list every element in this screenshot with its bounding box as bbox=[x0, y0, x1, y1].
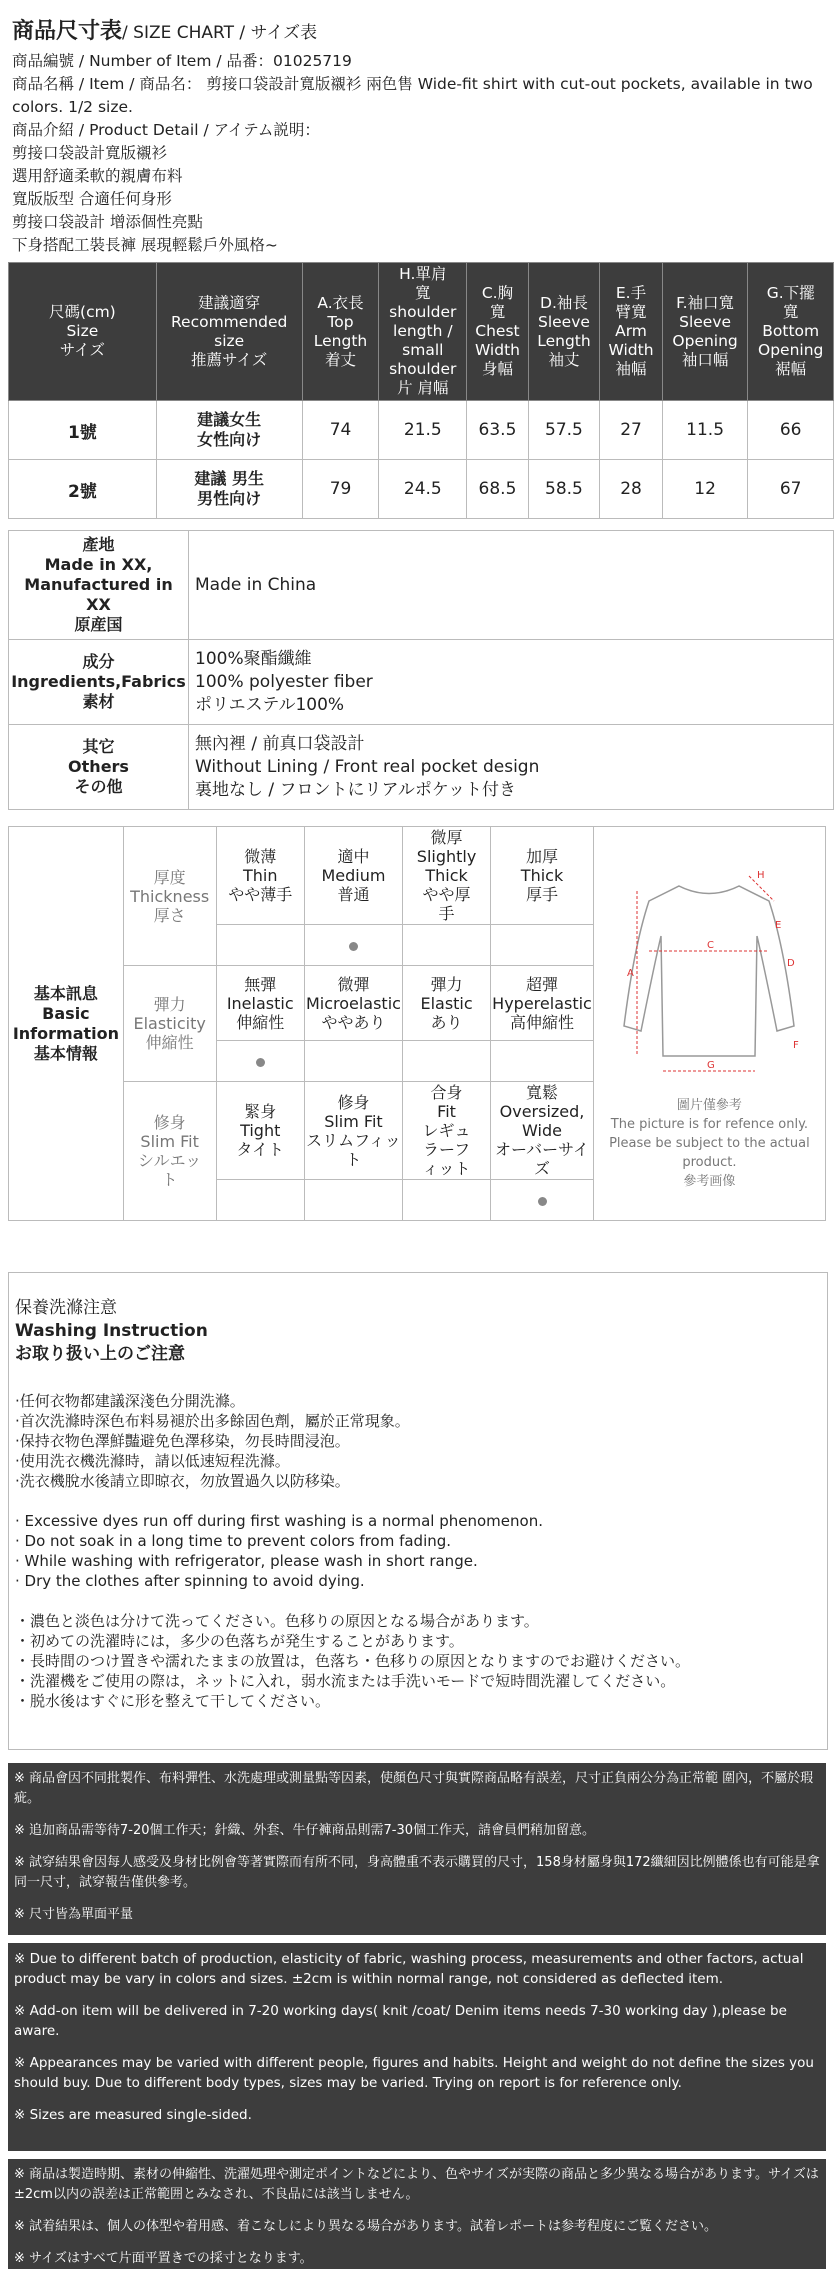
measurement-cell: 11.5 bbox=[662, 401, 748, 460]
recommended-size-cell: 建議 男生 男性向け bbox=[156, 460, 302, 519]
notes-ja-panel bbox=[8, 2159, 826, 2269]
fit-option: 合身 Fit レギュ ラーフ ィット bbox=[402, 1082, 490, 1180]
washing-instruction-panel bbox=[8, 1272, 828, 1750]
detail-line: 剪接口袋設計寬版襯衫 bbox=[12, 144, 168, 162]
size-row bbox=[9, 401, 834, 460]
item-number: 商品編號 / Number of Item / 品番：01025719 bbox=[12, 52, 352, 70]
measurement-cell: 66 bbox=[748, 401, 834, 460]
thickness-label: 厚度 Thickness 厚さ bbox=[123, 827, 216, 966]
washing-en bbox=[15, 1511, 817, 1591]
size-header-cell: H.單肩 寬 shoulder length / small shoulder 片 肩幅 bbox=[379, 263, 467, 401]
note-line: ※ 商品會因不同批製作、布料彈性、水洗處理或測量點等因素，使顏色尺寸與實際商品略有誤差，尺寸正負兩公分為正常範 圍內，不屬於瑕疵。 bbox=[14, 1771, 814, 1806]
washing-line: ‧任何衣物都建議深淺色分開洗滌。 bbox=[15, 1392, 245, 1410]
note-line: ※ 試穿結果會因每人感受及身材比例會等著實際而有所不同，身高體重不表示購買的尺寸，158身材屬身與172纖細因比例體係也有可能是拿同一尺寸，試穿報告僅供參考。 bbox=[14, 1855, 820, 1890]
washing-line: ・初めての洗濯時には，多少の色落ちが発生することがあります。 bbox=[15, 1632, 464, 1650]
washing-line: ‧使用洗衣機洗滌時，請以低速短程洗滌。 bbox=[15, 1452, 290, 1470]
item-name: 商品名稱 / Item / 商品名： 剪接口袋設計寬版襯衫 兩色售 Wide-fit shirt with cut-out pockets, available in two colors. 1/2 size. bbox=[12, 75, 813, 116]
selected-dot-icon bbox=[256, 1058, 265, 1067]
meta-row bbox=[9, 531, 834, 640]
detail-line: 剪接口袋設計 增添個性亮點 bbox=[12, 213, 203, 231]
note-line: ※ Add-on item will be delivered in 7-20 working days( knit /coat/ Denim items needs 7-30 working day ),please be aware. bbox=[14, 2003, 787, 2039]
size-diagram-figure bbox=[593, 827, 825, 1221]
elasticity-indicator-cell bbox=[491, 1041, 594, 1082]
fit-label: 修身 Slim Fit シルエッ ト bbox=[123, 1082, 216, 1221]
thickness-option: 加厚 Thick 厚手 bbox=[491, 827, 594, 925]
diagram-letter: H bbox=[757, 870, 765, 881]
detail-line: 選用舒適柔軟的親膚布料 bbox=[12, 167, 183, 185]
measurement-cell: 12 bbox=[662, 460, 748, 519]
thickness-option: 微厚 Slightly Thick やや厚 手 bbox=[402, 827, 490, 925]
thickness-indicator-cell bbox=[216, 925, 304, 966]
size-header-cell: F.袖口寬 Sleeve Opening 袖口幅 bbox=[662, 263, 748, 401]
thickness-indicator-cell bbox=[491, 925, 594, 966]
size-header-cell: 建議適穿 Recommended size 推薦サイズ bbox=[156, 263, 302, 401]
diagram-letter: C bbox=[707, 940, 715, 951]
page-title: 商品尺寸表/ SIZE CHART / サイズ表 bbox=[12, 19, 318, 44]
meta-row bbox=[9, 725, 834, 810]
meta-value: 無內裡 / 前真口袋設計 Without Lining / Front real pocket design 裏地なし / フロントにリアルポケット付き bbox=[189, 725, 834, 810]
meta-value: Made in China bbox=[189, 531, 834, 640]
washing-line: · Do not soak in a long time to prevent colors from fading. bbox=[15, 1532, 452, 1550]
fit-indicator-cell bbox=[304, 1180, 402, 1221]
size-chart-table bbox=[8, 262, 834, 519]
diagram-letter: F bbox=[793, 1040, 800, 1051]
diagram-letter: D bbox=[787, 958, 796, 969]
size-header-cell: E.手 臂寬 Arm Width 袖幅 bbox=[600, 263, 663, 401]
washing-line: ‧首次洗滌時深色布料易褪於出多餘固色劑，屬於正常現象。 bbox=[15, 1412, 410, 1430]
basic-information-table bbox=[8, 826, 826, 1221]
notes-zh-panel bbox=[8, 1763, 826, 1935]
measurement-cell: 21.5 bbox=[379, 401, 467, 460]
meta-label: 其它 Others その他 bbox=[9, 725, 189, 810]
measurement-cell: 57.5 bbox=[528, 401, 599, 460]
meta-value: 100%聚酯纖維 100% polyester fiber ポリエステル100% bbox=[189, 640, 834, 725]
elasticity-option: 微彈 Microelastic ややあり bbox=[304, 966, 402, 1041]
elasticity-option: 無彈 Inelastic 伸縮性 bbox=[216, 966, 304, 1041]
elasticity-option: 彈力 Elastic あり bbox=[402, 966, 490, 1041]
note-line: ※ 商品は製造時期、素材の伸縮性、洗濯処理や測定ポイントなどにより、色やサイズが実際の商品と多少異なる場合があります。サイズは±2cm以内の誤差は正常範囲とみなされ、不良品には該当しません。 bbox=[14, 2167, 819, 2202]
fit-option: 修身 Slim Fit スリムフィッ ト bbox=[304, 1082, 402, 1180]
thickness-option: 適中 Medium 普通 bbox=[304, 827, 402, 925]
measurement-cell: 24.5 bbox=[379, 460, 467, 519]
washing-line: · Excessive dyes run off during first washing is a normal phenomenon. bbox=[15, 1512, 543, 1530]
measurement-cell: 79 bbox=[302, 460, 379, 519]
measurement-cell: 67 bbox=[748, 460, 834, 519]
washing-line: · Dry the clothes after spinning to avoid dying. bbox=[15, 1572, 365, 1590]
note-line: ※ サイズはすべて片面平置きでの採寸となります。 bbox=[14, 2251, 313, 2266]
figure-caption: 圖片僅參考 The picture is for refence only. Please be subject to the actual product. 參考画像 bbox=[609, 1098, 810, 1189]
meta-label: 產地 Made in XX, Manufactured in XX 原産国 bbox=[9, 531, 189, 640]
note-line: ※ 追加商品需等待7-20個工作天；針織、外套、牛仔褲商品則需7-30個工作天，請會員們稍加留意。 bbox=[14, 1823, 596, 1838]
notes-en-panel bbox=[8, 1943, 826, 2151]
size-label-cell: 2號 bbox=[9, 460, 157, 519]
product-info bbox=[12, 50, 822, 257]
size-header-cell: A.衣長 Top Length 着丈 bbox=[302, 263, 379, 401]
note-line: ※ Sizes are measured single-sided. bbox=[14, 2107, 252, 2123]
measurement-cell: 28 bbox=[600, 460, 663, 519]
fit-option: 緊身 Tight タイト bbox=[216, 1082, 304, 1180]
size-header-cell: D.袖長 Sleeve Length 袖丈 bbox=[528, 263, 599, 401]
fit-indicator-cell bbox=[491, 1180, 594, 1221]
thickness-option: 微薄 Thin やや薄手 bbox=[216, 827, 304, 925]
elasticity-label: 彈力 Elasticity 伸縮性 bbox=[123, 966, 216, 1082]
size-label-cell: 1號 bbox=[9, 401, 157, 460]
size-header-cell: G.下擺 寬 Bottom Opening 裾幅 bbox=[748, 263, 834, 401]
measurement-cell: 63.5 bbox=[467, 401, 529, 460]
washing-line: ・脱水後はすぐに形を整えて干してください。 bbox=[15, 1692, 331, 1710]
measurement-cell: 58.5 bbox=[528, 460, 599, 519]
meta-row bbox=[9, 640, 834, 725]
washing-heading: 保養洗滌注意 Washing Instruction お取り扱い上のご注意 bbox=[15, 1298, 208, 1364]
washing-line: ・濃色と淡色は分けて洗ってください。色移りの原因となる場合があります。 bbox=[15, 1612, 539, 1630]
note-line: ※ Appearances may be varied with different people, figures and habits. Height and weight do not define the sizes you should buy. Due to different body types, sizes may be varied. Trying on report is for reference only. bbox=[14, 2055, 814, 2091]
meta-label: 成分 Ingredients,Fabrics 素材 bbox=[9, 640, 189, 725]
detail-label: 商品介紹 / Product Detail / アイテム説明： bbox=[12, 121, 320, 139]
product-meta-table bbox=[8, 530, 834, 810]
washing-line: ‧洗衣機脫水後請立即晾衣，勿放置過久以防移染。 bbox=[15, 1472, 350, 1490]
washing-line: · While washing with refrigerator, please wash in short range. bbox=[15, 1552, 478, 1570]
fit-indicator-cell bbox=[216, 1180, 304, 1221]
basic-information-label: 基本訊息 Basic Information 基本情報 bbox=[9, 827, 124, 1221]
diagram-letter: G bbox=[707, 1060, 716, 1071]
note-line: ※ Due to different batch of production, elasticity of fabric, washing process, measurements and other factors, actual product may be vary in colors and sizes. ±2cm is within normal range, not considered as deflected item. bbox=[14, 1951, 804, 1987]
thickness-indicator-cell bbox=[402, 925, 490, 966]
fit-indicator-cell bbox=[402, 1180, 490, 1221]
size-table-header-row bbox=[9, 263, 834, 401]
note-line: ※ 尺寸皆為單面平量 bbox=[14, 1907, 134, 1922]
selected-dot-icon bbox=[538, 1197, 547, 1206]
shirt-diagram-icon bbox=[609, 856, 809, 1086]
washing-ja bbox=[15, 1611, 817, 1711]
diagram-letter: A bbox=[627, 968, 635, 979]
washing-line: ‧保持衣物色澤鮮豔避免色澤移染，勿長時間浸泡。 bbox=[15, 1432, 350, 1450]
elasticity-option: 超彈 Hyperelastic 高伸縮性 bbox=[491, 966, 594, 1041]
selected-dot-icon bbox=[349, 942, 358, 951]
thickness-indicator-cell bbox=[304, 925, 402, 966]
washing-line: ・洗濯機をご使用の際は，ネットに入れ，弱水流または手洗いモードで短時間洗濯してください。 bbox=[15, 1672, 676, 1690]
note-line: ※ 試着結果は、個人の体型や着用感、着こなしにより異なる場合があります。試着レポートは参考程度にご覧ください。 bbox=[14, 2219, 717, 2234]
size-header-cell: C.胸 寬 Chest Width 身幅 bbox=[467, 263, 529, 401]
measurement-cell: 27 bbox=[600, 401, 663, 460]
elasticity-indicator-cell bbox=[304, 1041, 402, 1082]
washing-zh bbox=[15, 1391, 817, 1491]
elasticity-indicator-cell bbox=[402, 1041, 490, 1082]
measurement-cell: 74 bbox=[302, 401, 379, 460]
basic-row bbox=[9, 827, 826, 925]
recommended-size-cell: 建議女生 女性向け bbox=[156, 401, 302, 460]
size-header-cell: 尺碼(cm) Size サイズ bbox=[9, 263, 157, 401]
detail-line: 下身搭配工裝長褲 展現輕鬆戶外風格~ bbox=[12, 236, 278, 254]
fit-option: 寬鬆 Oversized, Wide オーバーサイ ズ bbox=[491, 1082, 594, 1180]
detail-line: 寬版版型 合適任何身形 bbox=[12, 190, 172, 208]
measurement-cell: 68.5 bbox=[467, 460, 529, 519]
size-row bbox=[9, 460, 834, 519]
elasticity-indicator-cell bbox=[216, 1041, 304, 1082]
washing-line: ・長時間のつけ置きや濡れたままの放置は，色落ち・色移りの原因となりますのでお避けください。 bbox=[15, 1652, 691, 1670]
diagram-letter: E bbox=[775, 920, 782, 931]
